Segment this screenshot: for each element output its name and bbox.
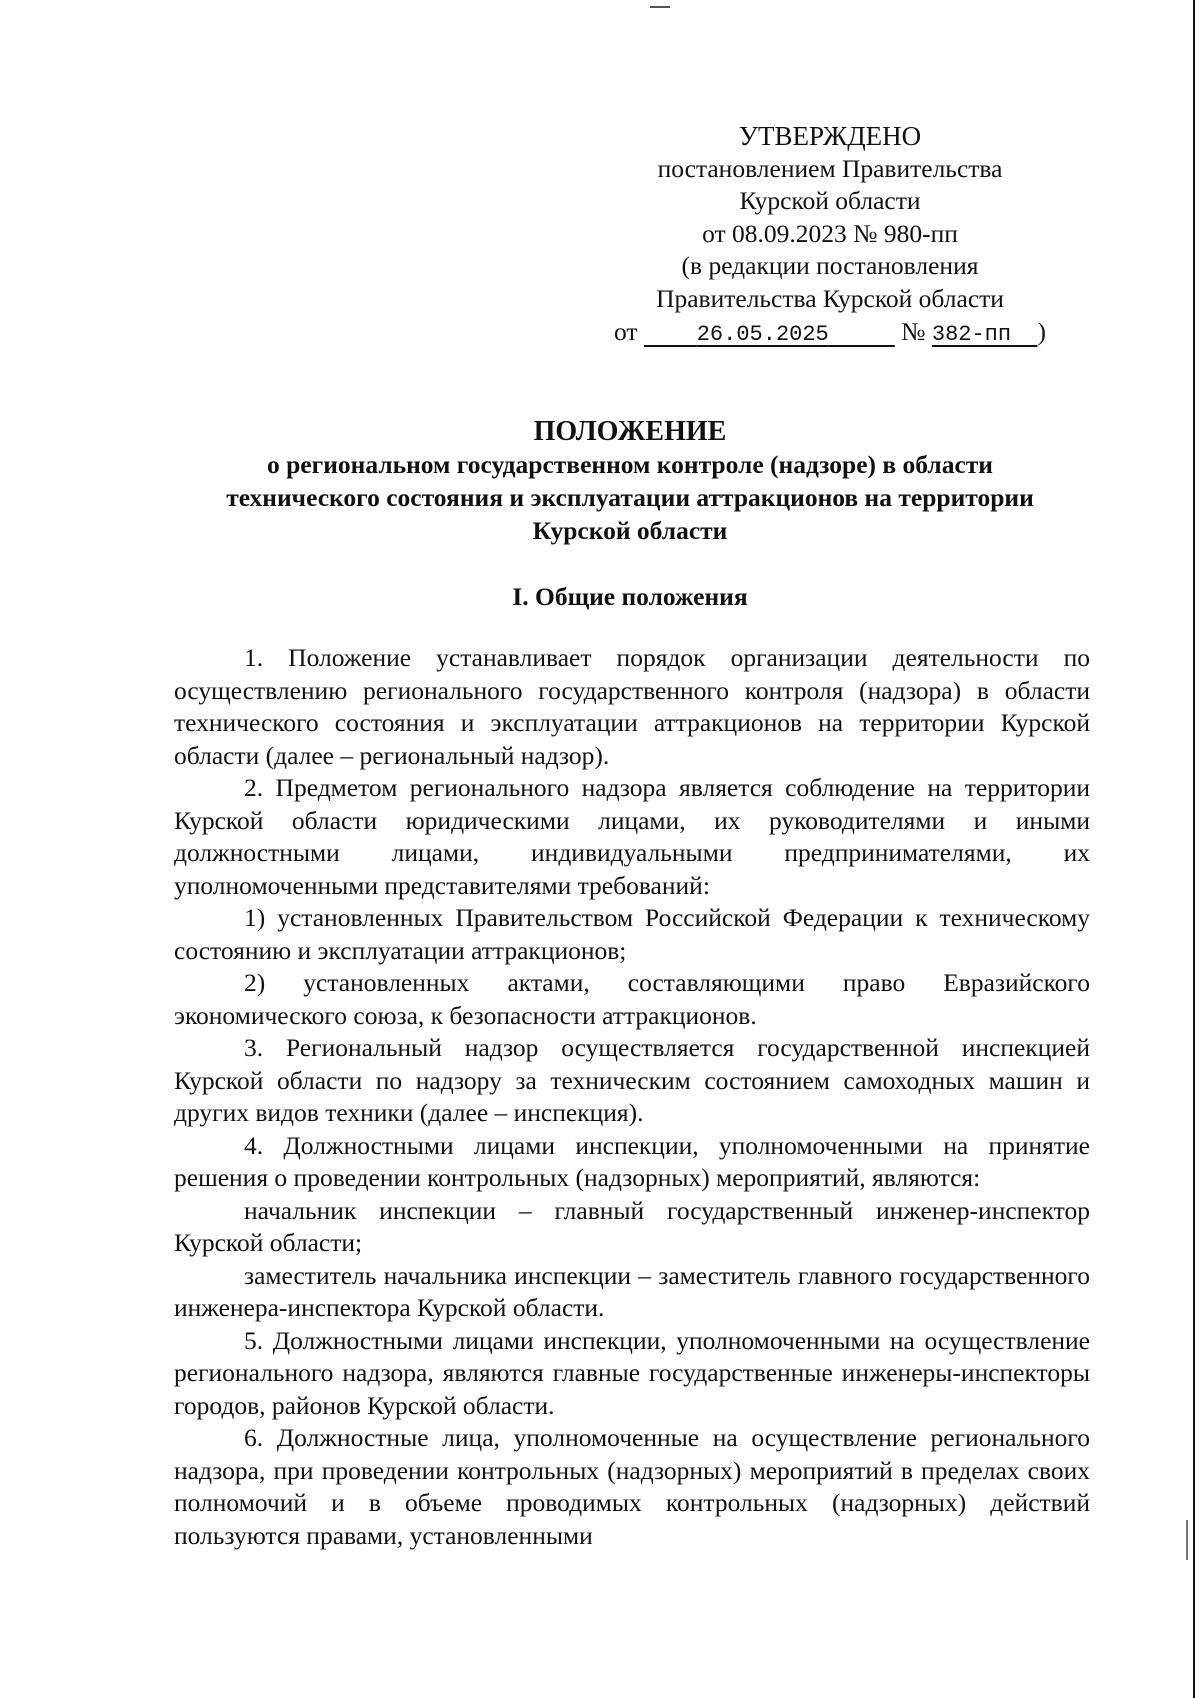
approval-line-4: (в редакции постановления	[681, 251, 979, 281]
amendment-number-sign: №	[901, 316, 926, 346]
approval-line-2: Курской области	[739, 186, 921, 216]
paragraph-6: 6. Должностные лица, уполномоченные на осуществление регионального надзора, при проведении контрольных (надзорных) мероприятий в пределах своих полномочий и в объеме проводимых контрольных (надзорных) действий пользуются правами, установленными	[174, 1423, 1090, 1550]
scan-artifact	[650, 6, 670, 8]
paragraph-5: 5. Должностными лицами инспекции, уполномоченными на осуществление регионального надзора, являются главные государственные инженеры-инспекторы городов, районов Курской области.	[174, 1325, 1090, 1420]
section-title: I. Общие положения	[512, 582, 748, 611]
approval-line-3: от 08.09.2023 № 980-пп	[702, 218, 958, 248]
paragraph-4: 4. Должностными лицами инспекции, уполномоченными на принятие решения о проведении контрольных (надзорных) мероприятий, являются:	[174, 1130, 1090, 1192]
scan-edge-speck	[1186, 1520, 1188, 1560]
scan-edge-line	[1193, 0, 1195, 1698]
paragraph-4-official-2: заместитель начальника инспекции – заместитель главного государственного инженера-инспектора Курской области.	[174, 1260, 1090, 1322]
document-title-main: ПОЛОЖЕНИЕ	[533, 416, 727, 447]
document-title-line-3: Курской области	[532, 516, 728, 545]
paragraph-3: 3. Региональный надзор осуществляется государственной инспекцией Курской области по надзору за техническим состоянием самоходных машин и других видов техники (далее – инспекция).	[174, 1033, 1090, 1127]
document-body	[174, 642, 1090, 1552]
document-title-line-2: технического состояния и эксплуатации аттракционов на территории	[226, 483, 1034, 512]
paragraph-4-official-1: начальник инспекции – главный государственный инженер-инспектор Курской области;	[174, 1195, 1090, 1257]
paragraph-2-item-1: 1) установленных Правительством Российской Федерации к техническому состоянию и эксплуатации аттракционов;	[174, 903, 1090, 965]
paragraph-1: 1. Положение устанавливает порядок организации деятельности по осуществлению регионального государственного контроля (надзора) в области технического состояния и эксплуатации аттракционов на территории Курской области (далее – региональный надзор).	[174, 643, 1090, 770]
paragraph-2-item-2: 2) установленных актами, составляющими право Евразийского экономического союза, к безопасности аттракционов.	[174, 968, 1090, 1030]
amendment-date: 26.05.2025	[696, 321, 829, 347]
amendment-prefix: от	[613, 316, 638, 346]
document-title-line-1: о региональном государственном контроле (надзоре) в области	[267, 450, 993, 479]
approval-amendment-reference	[600, 316, 1060, 352]
document-title	[170, 415, 1090, 547]
approval-stamp-block	[600, 120, 1060, 351]
approval-heading: УТВЕРЖДЕНО	[738, 121, 922, 151]
amendment-number: 382-пп	[931, 321, 1012, 347]
approval-line-5: Правительства Курской области	[656, 283, 1004, 313]
amendment-close: )	[1037, 316, 1046, 346]
approval-line-1: постановлением Правительства	[657, 153, 1003, 183]
paragraph-2: 2. Предметом регионального надзора является соблюдение на территории Курской области юридическими лицами, их руководителями и иными должностными лицами, индивидуальными предпринимателями, их уполномоченными представителями требований:	[174, 773, 1090, 900]
